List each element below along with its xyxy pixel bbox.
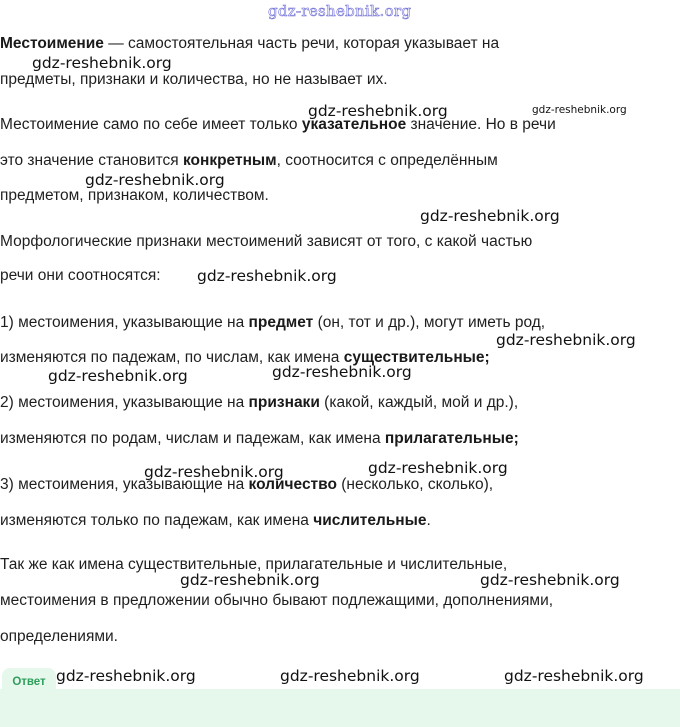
text-run: это значение становится — [0, 152, 183, 169]
bold-term: указательное — [301, 116, 407, 133]
text-run: 3) местоимения, указывающие на — [0, 476, 249, 493]
answer-panel — [0, 689, 680, 727]
text-run: речи они соотносятся: — [0, 267, 161, 284]
text-run: 1) местоимения, указывающие на — [0, 314, 249, 331]
text-run: местоимения в предложении обычно бывают подлежащими, дополнениями, — [0, 592, 554, 609]
text-run: Так же как имена существительные, прилагательные и числительные, — [0, 556, 508, 573]
watermark: gdz-reshebnik.org — [272, 363, 412, 381]
text-run: изменяются по родам, числам и падежам, как имена — [0, 430, 385, 447]
text-run: значение. Но в речи — [406, 116, 556, 133]
text-run: изменяются только по падежам, как имена — [0, 512, 314, 529]
watermark-top: gdz-reshebnik.org — [268, 2, 412, 20]
watermark: gdz-reshebnik.org — [420, 207, 560, 225]
text-run: Местоимение само по себе имеет только — [0, 116, 302, 133]
list-item-2-line1 — [0, 385, 676, 421]
text-run: , соотносится с определённым — [276, 152, 498, 169]
text-run: предметом, признаком, количеством. — [0, 187, 269, 204]
watermark: gdz-reshebnik.org — [308, 102, 448, 120]
watermark: gdz-reshebnik.org — [144, 463, 284, 481]
bold-term: количество — [248, 476, 337, 493]
bold-term: прилагательные; — [384, 430, 519, 447]
watermark: gdz-reshebnik.org — [32, 54, 172, 72]
watermark: gdz-reshebnik.org — [480, 571, 620, 589]
list-item-2-line2 — [0, 421, 676, 457]
bold-term: числительные — [313, 512, 427, 529]
text-run: (несколько, сколько), — [336, 476, 494, 493]
watermark: gdz-reshebnik.org — [280, 667, 420, 685]
text-run: 2) местоимения, указывающие на — [0, 394, 249, 411]
text-run: — самостоятельная часть речи, которая указывает на — [103, 35, 500, 52]
text-run: определениями. — [0, 628, 118, 645]
watermark: gdz-reshebnik.org — [197, 267, 337, 285]
paragraph-morphology-line1 — [0, 224, 676, 260]
paragraph-syntax-line3 — [0, 619, 676, 655]
watermark: gdz-reshebnik.org — [504, 667, 644, 685]
paragraph-morphology-line2 — [0, 258, 676, 294]
watermark: gdz-reshebnik.org — [85, 171, 225, 189]
watermark: gdz-reshebnik.org — [368, 459, 508, 477]
text-run: Морфологические признаки местоимений зависят от того, с какой частью — [0, 233, 533, 250]
bold-term: Местоимение — [0, 35, 104, 52]
text-run: (он, тот и др.), могут иметь род, — [313, 314, 546, 331]
watermark: gdz-reshebnik.org — [48, 367, 188, 385]
text-run: . — [426, 512, 431, 529]
text-run: изменяются по падежам, по числам, как имена — [0, 349, 344, 366]
watermark-small: gdz-reshebnik.org — [532, 104, 627, 116]
bold-term: признаки — [248, 394, 320, 411]
bold-term: существительные; — [343, 349, 490, 366]
answer-tab[interactable]: Ответ — [2, 668, 56, 695]
watermark: gdz-reshebnik.org — [496, 331, 636, 349]
watermark: gdz-reshebnik.org — [180, 571, 320, 589]
text-run: предметы, признаки и количества, но не называет их. — [0, 71, 388, 88]
watermark: gdz-reshebnik.org — [56, 667, 196, 685]
list-item-3-line1 — [0, 467, 676, 503]
bold-term: конкретным — [182, 152, 277, 169]
list-item-3-line2 — [0, 503, 676, 539]
text-run: (какой, каждый, мой и др.), — [319, 394, 519, 411]
bold-term: предмет — [248, 314, 314, 331]
